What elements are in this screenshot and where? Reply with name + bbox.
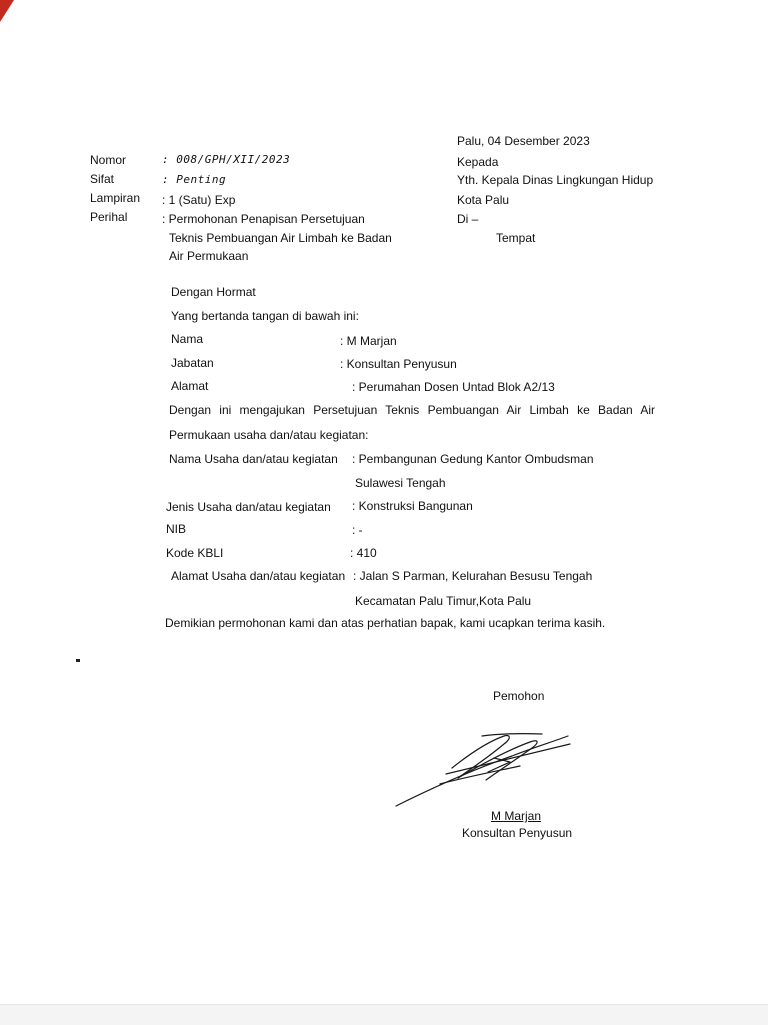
page-bottom-edge xyxy=(0,1004,768,1025)
alamat-usaha-value-1: : Jalan S Parman, Kelurahan Besusu Tengah xyxy=(353,569,593,583)
signer-position: Konsultan Penyusun xyxy=(462,826,573,840)
alamat-usaha-value-2: Kecamatan Palu Timur,Kota Palu xyxy=(355,594,532,608)
field-alamat-value: : Perumahan Dosen Untad Blok A2/13 xyxy=(352,380,555,394)
signer-name: M Marjan xyxy=(491,809,542,823)
kbli-label: Kode KBLI xyxy=(166,546,224,560)
sifat-label: Sifat xyxy=(90,172,115,186)
nama-usaha-label: Nama Usaha dan/atau kegiatan xyxy=(169,452,338,466)
nomor-value: : 008/GPH/XII/2023 xyxy=(162,153,291,166)
request-line-1: Dengan ini mengajukan Persetujuan Teknis Pembuangan Air Limbah ke Badan Air xyxy=(169,403,655,417)
field-alamat-label: Alamat xyxy=(171,379,209,393)
recipient-kepada: Kepada xyxy=(457,155,499,169)
recipient-di: Di – xyxy=(457,212,479,226)
perihal-line-1: : Permohonan Penapisan Persetujuan xyxy=(162,212,365,226)
nib-value: : - xyxy=(352,523,363,537)
intro-text: Yang bertanda tangan di bawah ini: xyxy=(171,309,359,323)
recipient-city: Kota Palu xyxy=(457,193,510,207)
lampiran-label: Lampiran xyxy=(90,191,141,205)
place-date: Palu, 04 Desember 2023 xyxy=(457,134,590,148)
perihal-line-2: Teknis Pembuangan Air Limbah ke Badan xyxy=(169,231,392,245)
field-jabatan-value: : Konsultan Penyusun xyxy=(340,357,457,371)
sifat-value: : Penting xyxy=(162,173,227,186)
nama-usaha-value-1: : Pembangunan Gedung Kantor Ombudsman xyxy=(352,452,594,466)
red-corner-mark xyxy=(0,0,14,22)
pemohon-label: Pemohon xyxy=(493,689,545,703)
kbli-value: : 410 xyxy=(350,546,377,560)
request-line-2: Permukaan usaha dan/atau kegiatan: xyxy=(169,428,369,442)
lampiran-value: : 1 (Satu) Exp xyxy=(162,193,236,207)
recipient-tempat: Tempat xyxy=(496,231,536,245)
jenis-usaha-value: : Konstruksi Bangunan xyxy=(352,499,473,513)
stray-mark xyxy=(76,659,80,662)
perihal-label: Perihal xyxy=(90,210,128,224)
jenis-usaha-label: Jenis Usaha dan/atau kegiatan xyxy=(166,500,331,514)
recipient-addressee: Yth. Kepala Dinas Lingkungan Hidup xyxy=(457,173,654,187)
alamat-usaha-label: Alamat Usaha dan/atau kegiatan xyxy=(171,569,346,583)
perihal-line-3: Air Permukaan xyxy=(169,249,249,263)
nomor-label: Nomor xyxy=(90,153,127,167)
nama-usaha-value-2: Sulawesi Tengah xyxy=(355,476,446,490)
signature-image xyxy=(392,728,577,810)
field-nama-label: Nama xyxy=(171,332,204,346)
nib-label: NIB xyxy=(166,522,187,536)
field-jabatan-label: Jabatan xyxy=(171,356,214,370)
greeting: Dengan Hormat xyxy=(171,285,256,299)
closing-text: Demikian permohonan kami dan atas perhatian bapak, kami ucapkan terima kasih. xyxy=(165,616,606,630)
field-nama-value: : M Marjan xyxy=(340,334,397,348)
